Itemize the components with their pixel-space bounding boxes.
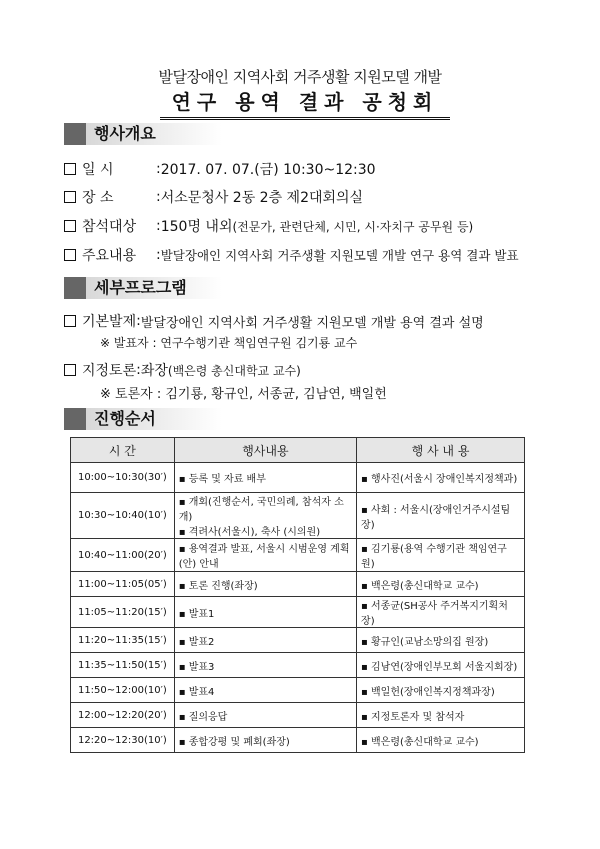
schedule-host: ▪ 백일헌(장애인복지정책과장) — [357, 678, 525, 703]
discussion-chair: 좌장 — [140, 363, 168, 379]
schedule-time: 12:20~12:30(10′) — [71, 728, 175, 753]
title-line-2: 연구 용역 결과 공청회 — [160, 86, 450, 120]
title-line-1: 발달장애인 지역사회 거주생활 지원모델 개발 — [158, 68, 442, 86]
schedule-item: ▪ 발표4 — [179, 683, 352, 698]
schedule-content — [174, 728, 356, 753]
overview-place: 장 소 : 서소문청사 2동 2층 제2대회의실 — [64, 187, 363, 207]
checkbox-icon — [64, 364, 76, 376]
schedule-time: 11:00~11:05(05′) — [71, 572, 175, 597]
schedule-time: 11:20~11:35(15′) — [71, 628, 175, 653]
schedule-content — [174, 703, 356, 728]
discussion-note: ※ 토론자 : 김기룡, 황규인, 서종균, 김남연, 백일헌 — [100, 387, 387, 402]
checkbox-icon — [64, 249, 76, 261]
attendees-detail: (전문가, 관련단체, 시민, 시·자치구 공무원 등) — [232, 219, 474, 234]
attendees-value: 150명 내외 — [160, 219, 233, 235]
checkbox-icon — [64, 220, 76, 232]
schedule-item: ▪ 등록 및 자료 배부 — [179, 470, 352, 485]
schedule-content — [174, 628, 356, 653]
keynote-value: 발달장애인 지역사회 거주생활 지원모델 개발 용역 결과 설명 — [140, 315, 484, 331]
schedule-time: 10:30~10:40(10′) — [71, 493, 175, 539]
section-marker — [64, 123, 86, 145]
table-row — [71, 493, 525, 539]
schedule-host: ▪ 서종균(SH공사 주거복지기획처장) — [357, 597, 525, 628]
schedule-host: ▪ 황규인(교남소망의집 원장) — [357, 628, 525, 653]
overview-content: 주요내용 : 발달장애인 지역사회 거주생활 지원모델 개발 연구 용역 결과 발표 — [64, 245, 519, 265]
section-program — [64, 277, 222, 299]
schedule-content — [174, 653, 356, 678]
schedule-content — [174, 572, 356, 597]
discussion-label: 지정토론 — [82, 363, 137, 379]
checkbox-icon — [64, 315, 76, 327]
section-marker — [64, 277, 86, 299]
content-label: 주요내용 — [82, 248, 137, 264]
place-label: 장 소 — [82, 190, 114, 206]
overview-attendees: 참석대상 : 150명 내외 (전문가, 관련단체, 시민, 시·자치구 공무원 등) — [64, 216, 473, 236]
schedule-item: ▪ 개회(진행순서, 국민의례, 참석자 소개) — [179, 493, 352, 523]
table-row — [71, 728, 525, 753]
table-row — [71, 597, 525, 628]
overview-date: 일 시 : 2017. 07. 07.(금) 10:30~12:30 — [64, 159, 376, 179]
schedule-time: 11:50~12:00(10′) — [71, 678, 175, 703]
schedule-host: ▪ 사회 : 서울시(장애인거주시설팀장) — [357, 493, 525, 539]
schedule-table — [70, 437, 525, 753]
table-row — [71, 678, 525, 703]
schedule-content — [174, 597, 356, 628]
header-time: 시 간 — [71, 438, 175, 463]
schedule-time: 11:35~11:50(15′) — [71, 653, 175, 678]
table-row — [71, 653, 525, 678]
date-label: 일 시 — [82, 162, 114, 178]
schedule-time: 10:40~11:00(20′) — [71, 539, 175, 572]
schedule-time: 11:05~11:20(15′) — [71, 597, 175, 628]
schedule-content — [174, 493, 356, 539]
schedule-item: ▪ 발표1 — [179, 605, 352, 620]
table-row — [71, 463, 525, 493]
checkbox-icon — [64, 191, 76, 203]
keynote-label: 기본발제 — [82, 314, 137, 330]
schedule-item: ▪ 용역결과 발표, 서울시 시범운영 계획(안) 안내 — [179, 540, 352, 570]
schedule-item: ▪ 발표3 — [179, 658, 352, 673]
table-row — [71, 628, 525, 653]
schedule-host: ▪ 행사진(서울시 장애인복지정책과) — [357, 463, 525, 493]
discussion-chair-detail: (백은령 총신대학교 교수) — [167, 363, 301, 378]
schedule-time: 12:00~12:20(20′) — [71, 703, 175, 728]
table-row — [71, 539, 525, 572]
section-program-title: 세부프로그램 — [86, 277, 222, 299]
schedule-host: ▪ 지정토론자 및 참석자 — [357, 703, 525, 728]
header-content: 행사내용 — [174, 438, 356, 463]
schedule-item: ▪ 발표2 — [179, 633, 352, 648]
attendees-label: 참석대상 — [82, 219, 137, 235]
program-discussion: 지정토론 : 좌장 (백은령 총신대학교 교수) — [64, 360, 301, 380]
section-order — [64, 408, 222, 430]
program-keynote: 기본발제 : 발달장애인 지역사회 거주생활 지원모델 개발 용역 결과 설명 — [64, 311, 484, 331]
presenter-note: ※ 발표자 : 연구수행기관 책임연구원 김기룡 교수 — [100, 336, 358, 350]
schedule-content — [174, 463, 356, 493]
table-row — [71, 703, 525, 728]
section-overview-title: 행사개요 — [86, 123, 222, 145]
schedule-content — [174, 678, 356, 703]
schedule-host: ▪ 김기룡(용역 수행기관 책임연구원) — [357, 539, 525, 572]
schedule-item: ▪ 격려사(서울시), 축사 (시의원) — [179, 523, 352, 538]
schedule-item: ▪ 질의응답 — [179, 708, 352, 723]
section-marker — [64, 408, 86, 430]
schedule-time: 10:00~10:30(30′) — [71, 463, 175, 493]
schedule-header-row — [71, 438, 525, 463]
content-value: 발달장애인 지역사회 거주생활 지원모델 개발 연구 용역 결과 발표 — [160, 248, 519, 263]
table-row — [71, 572, 525, 597]
schedule-host: ▪ 백은령(총신대학교 교수) — [357, 728, 525, 753]
schedule-host: ▪ 김남연(장애인부모회 서울지회장) — [357, 653, 525, 678]
schedule-host: ▪ 백은령(총신대학교 교수) — [357, 572, 525, 597]
place-value: 서소문청사 2동 2층 제2대회의실 — [160, 190, 364, 206]
header-host: 행 사 내 용 — [357, 438, 525, 463]
schedule-item: ▪ 종합강평 및 폐회(좌장) — [179, 733, 352, 748]
checkbox-icon — [64, 163, 76, 175]
section-order-title: 진행순서 — [86, 408, 222, 430]
schedule-content — [174, 539, 356, 572]
schedule-item: ▪ 토론 진행(좌장) — [179, 577, 352, 592]
date-value: 2017. 07. 07.(금) 10:30~12:30 — [160, 162, 376, 178]
section-overview — [64, 123, 222, 145]
